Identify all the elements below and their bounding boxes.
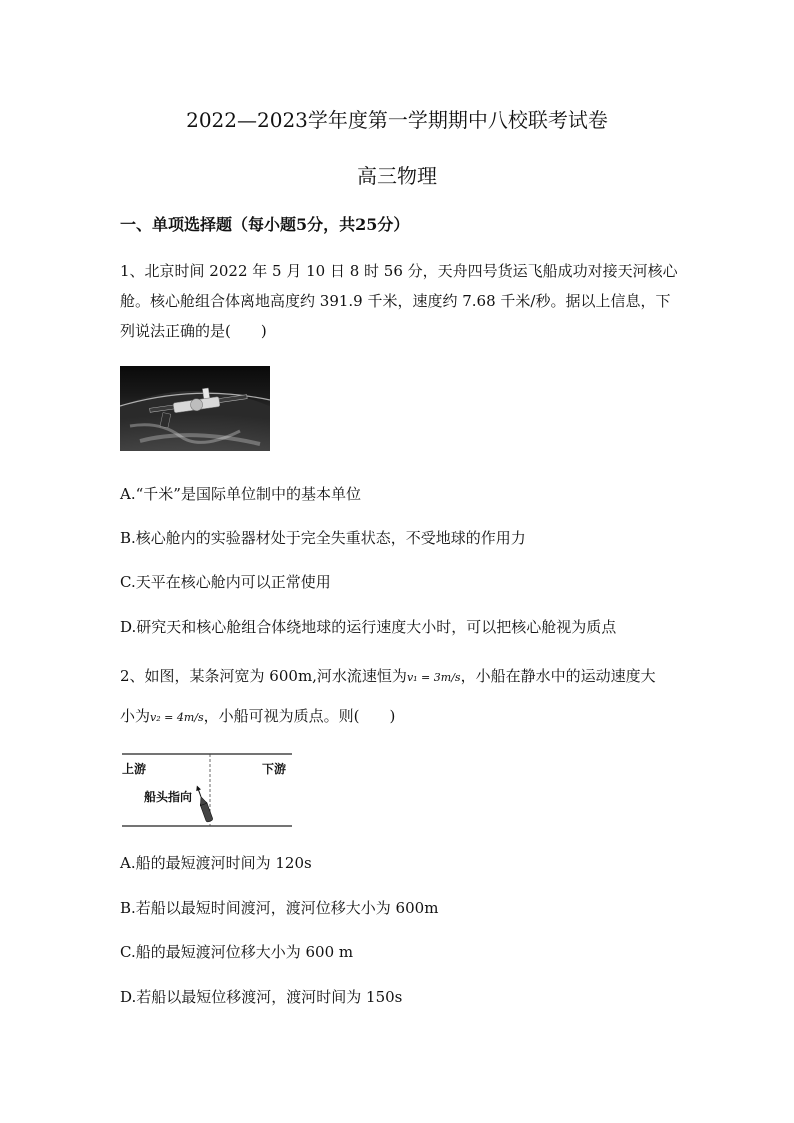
space-station-image xyxy=(120,366,270,451)
v1-formula: v₁ = 3m/s xyxy=(406,671,461,684)
question-1-stem: 1、北京时间 2022 年 5 月 10 日 8 时 56 分，天舟四号货运飞船成功对接天河核心舱。核心舱组合体离地高度约 391.9 千米，速度约 7.68 千米/秒。据以上信息，下列说法正确的是( ) xyxy=(120,262,678,340)
question-2-line-2: 小为v₂ = 4m/s，小船可视为质点。则( ) xyxy=(120,707,396,725)
q1-option-c: C.天平在核心舱内可以正常使用 xyxy=(120,573,331,591)
q1-option-a: A.“千米”是国际单位制中的基本单位 xyxy=(120,485,361,503)
q2-option-a: A.船的最短渡河时间为 120s xyxy=(120,854,312,872)
exam-subtitle: 高三物理 xyxy=(357,164,437,188)
exam-title: 2022—2023学年度第一学期期中八校联考试卷 xyxy=(186,108,608,132)
question-2-line-1: 2、如图，某条河宽为 600m,河水流速恒为v₁ = 3m/s，小船在静水中的运动速度大 xyxy=(120,667,656,685)
downstream-label: 下游 xyxy=(262,762,287,776)
q2-option-b: B.若船以最短时间渡河，渡河位移大小为 600m xyxy=(120,899,439,917)
upstream-label: 上游 xyxy=(122,762,147,776)
river-diagram xyxy=(120,748,295,832)
q2-option-c: C.船的最短渡河位移大小为 600 m xyxy=(120,943,354,961)
q1-option-b: B.核心舱内的实验器材处于完全失重状态，不受地球的作用力 xyxy=(120,529,526,547)
q1-option-d: D.研究天和核心舱组合体绕地球的运行速度大小时，可以把核心舱视为质点 xyxy=(120,618,617,636)
section-heading: 一、单项选择题（每小题5分，共25分） xyxy=(120,215,410,234)
q2-option-d: D.若船以最短位移渡河，渡河时间为 150s xyxy=(120,988,403,1006)
heading-label: 船头指向 xyxy=(144,790,193,804)
v2-formula: v₂ = 4m/s xyxy=(150,711,204,724)
